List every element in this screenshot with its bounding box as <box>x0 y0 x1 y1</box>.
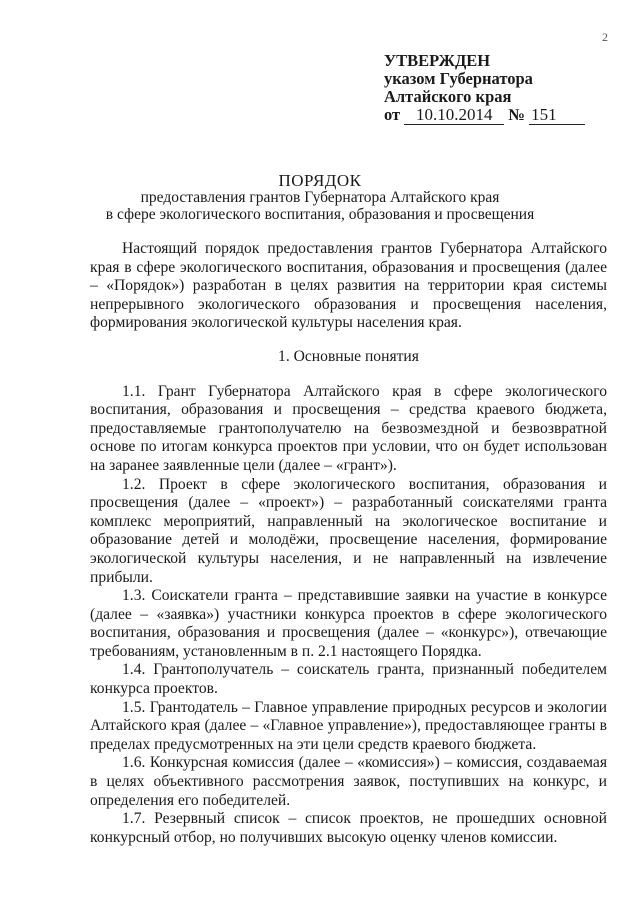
title-heading: ПОРЯДОК <box>278 171 362 190</box>
item-1-3: 1.3. Соискатели гранта – представившие заявки на участие в конкурсе (далее – «заявка») участники конкурса проектов в сфере экологического воспитания, образования и просвещения (далее – «конкурс»), отвечающие требованиям, установленным в п. 2.1 настоящего Порядка. <box>90 587 607 660</box>
approval-stamp <box>384 52 585 125</box>
approval-number: 151 <box>529 106 585 125</box>
title-line-2: в сфере экологического воспитания, образования и просвещения <box>105 206 535 223</box>
document-title <box>60 172 580 223</box>
item-1-1: 1.1. Грант Губернатора Алтайского края в сфере экологического воспитания, образования и просвещения – средства краевого бюджета, предоставляемые грантополучателю на безвозмездной и безвозвратной основе по итогам конкурса проектов при условии, что он будет использован на заранее заявленные цели (далее – «грант»). <box>90 382 607 474</box>
item-1-7: 1.7. Резервный список – список проектов, не прошедших основной конкурсный отбор, но получивших высокую оценку членов комиссии. <box>90 810 607 846</box>
approval-line-region: Алтайского края <box>384 87 512 106</box>
item-1-5: 1.5. Грантодатель – Главное управление природных ресурсов и экологии Алтайского края (далее – «Главное управление»), предоставляющее гранты в пределах предусмотренных на эти цели средств краевого бюджета. <box>90 698 607 753</box>
item-1-6: 1.6. Конкурсная комиссия (далее – «комиссия») – комиссия, создаваемая в целях объективного рассмотрения заявок, поступивших на конкурс, и определения его победителей. <box>90 754 607 809</box>
approval-line-decree: указом Губернатора <box>384 69 533 88</box>
item-1-4: 1.4. Грантополучатель – соискатель гранта, признанный победителем конкурса проектов. <box>90 661 607 698</box>
document-body <box>90 240 607 847</box>
approval-date: 10.10.2014 <box>404 106 504 125</box>
approval-date-line <box>384 106 585 125</box>
page-number: 2 <box>602 30 608 44</box>
from-label: от <box>384 105 401 124</box>
number-label: № <box>508 105 525 124</box>
approval-heading: УТВЕРЖДЕН <box>384 51 491 70</box>
item-1-2: 1.2. Проект в сфере экологического воспитания, образования и просвещения (далее – «проект») – разработанный соискателями гранта комплекс мероприятий, направленный на экологическое воспитание и образование детей и молодёжи, просвещение населения, формирование экологической культуры населения, и не направленный на извлечение прибыли. <box>90 475 607 586</box>
intro-paragraph: Настоящий порядок предоставления грантов Губернатора Алтайского края в сфере экологического воспитания, образования и просвещения (далее – «Порядок») разработан в целях развития на территории края системы непрерывного экологического образования и просвещения населения, формирования экологической культуры населения края. <box>90 240 607 332</box>
section-title: 1. Основные понятия <box>278 347 419 365</box>
title-line-1: предоставления грантов Губернатора Алтайского края <box>140 189 500 206</box>
